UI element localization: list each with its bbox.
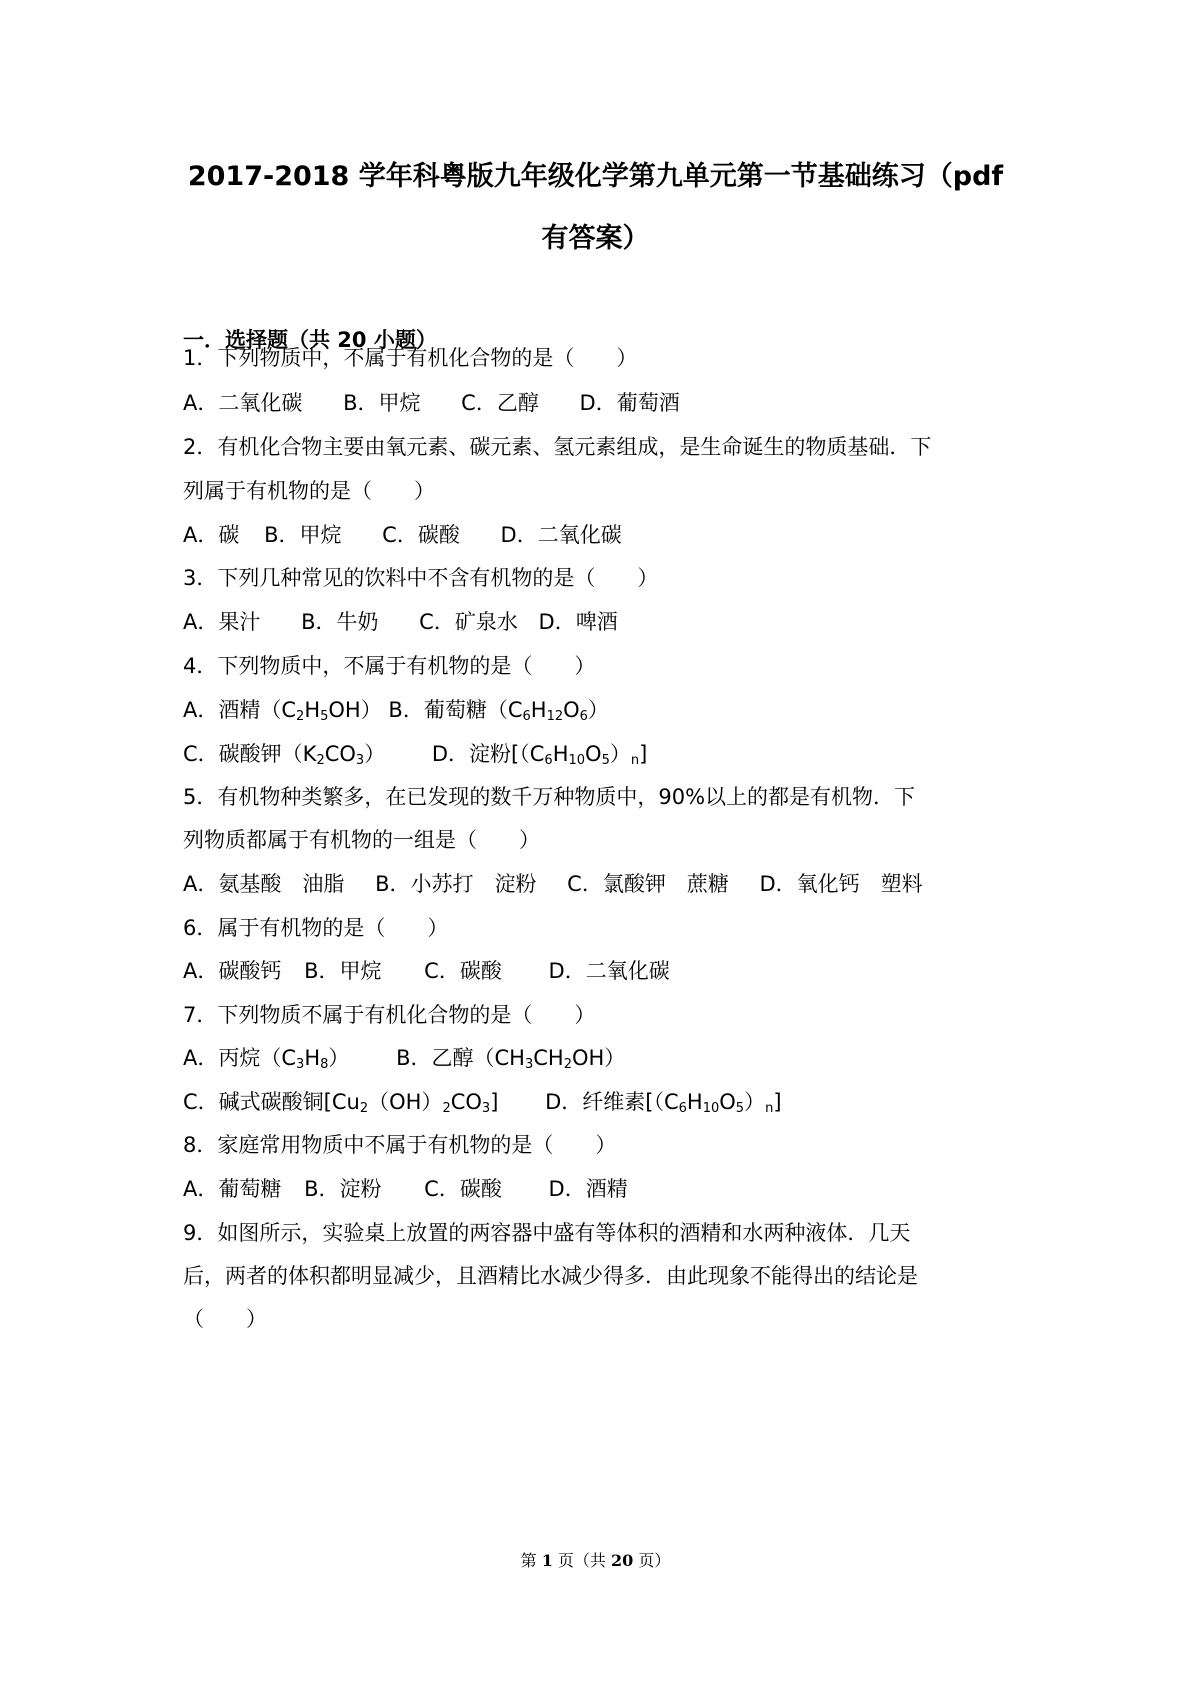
q8-option-b: B．淀粉	[304, 1177, 382, 1201]
section-heading: 一．选择题（共 20 小题）	[183, 328, 437, 352]
question-9-stem-line-3: （ ）	[183, 1307, 267, 1331]
question-8-stem: 8．家庭常用物质中不属于有机物的是（ ）	[183, 1133, 617, 1157]
question-4-options-ab	[183, 696, 609, 731]
q5-option-b: B．小苏打 淀粉	[375, 872, 537, 896]
q7-option-a: A．丙烷$(C_3H_8)$	[183, 1046, 350, 1072]
question-2-stem-line-2: 列属于有机物的是（ ）	[183, 479, 435, 503]
q4-option-a: A．酒精$(C_2H_5OH)$	[183, 698, 382, 724]
title-line-1: 2017-2018 学年科粤版九年级化学第九单元第一节基础练习（pdf	[187, 161, 1004, 192]
q3-option-d: D．啤酒	[538, 610, 618, 634]
question-3-stem: 3．下列几种常见的饮料中不含有机物的是（ ）	[183, 566, 659, 590]
question-4-options-cd	[183, 740, 647, 775]
q6-option-c: C．碳酸	[424, 959, 502, 983]
question-8-options	[183, 1175, 628, 1203]
title-line-2: 有答案）	[541, 223, 650, 254]
q3-option-c: C．矿泉水	[419, 610, 518, 634]
q8-option-a: A．葡萄糖	[183, 1177, 282, 1201]
q4-option-c: C．碳酸钾$(K_2CO_3)$	[183, 742, 386, 768]
question-4-stem: 4．下列物质中，不属于有机物的是（ ）	[183, 654, 596, 678]
q7-option-d: D．纤维素$[(C_6H_{10}O_5)_n]$	[545, 1090, 782, 1116]
question-7-stem: 7．下列物质不属于有机化合物的是（ ）	[183, 1003, 596, 1027]
question-7-options-cd	[183, 1088, 782, 1123]
q5-option-d: D．氧化钙 塑料	[759, 872, 923, 896]
footer-prefix: 第	[520, 1551, 542, 1570]
question-3-options	[183, 608, 618, 636]
document-title	[150, 146, 1041, 270]
question-6-options	[183, 957, 670, 985]
question-1-stem: 1．下列物质中，不属于有机化合物的是（ ）	[183, 346, 638, 370]
q2-option-a: A．碳	[183, 523, 240, 547]
q6-option-a: A．碳酸钙	[183, 959, 282, 983]
q1-option-d: D．葡萄酒	[579, 391, 680, 415]
q2-option-b: B．甲烷	[264, 523, 342, 547]
question-2-stem-line-1: 2．有机化合物主要由氧元素、碳元素、氢元素组成，是生命诞生的物质基础．下	[183, 435, 932, 459]
q8-option-c: C．碳酸	[424, 1177, 502, 1201]
q3-option-b: B．牛奶	[301, 610, 379, 634]
q1-option-c: C．乙醇	[461, 391, 539, 415]
footer-suffix: 页）	[633, 1551, 671, 1570]
q5-option-c: C．氯酸钾 蔗糖	[567, 872, 729, 896]
q5-option-a: A．氨基酸 油脂	[183, 872, 345, 896]
q1-option-a: A．二氧化碳	[183, 391, 303, 415]
q7-option-b: B．乙醇$(CH_3CH_2OH)$	[396, 1046, 626, 1072]
q4-option-b: B．葡萄糖$(C_6H_{12}O_6)$	[388, 698, 609, 724]
question-5-stem-line-1: 5．有机物种类繁多，在已发现的数千万种物质中，90%以上的都是有机物．下	[183, 785, 916, 809]
footer-total-pages: 20	[611, 1551, 634, 1570]
page-footer	[0, 1548, 1191, 1571]
q6-option-d: D．二氧化碳	[548, 959, 670, 983]
question-7-options-ab	[183, 1044, 625, 1079]
question-6-stem: 6．属于有机物的是（ ）	[183, 916, 449, 940]
q2-option-c: C．碳酸	[382, 523, 460, 547]
footer-middle: 页（共	[552, 1551, 612, 1570]
q3-option-a: A．果汁	[183, 610, 261, 634]
q1-option-b: B．甲烷	[343, 391, 421, 415]
question-1-options	[183, 389, 680, 417]
question-9-stem-line-2: 后，两者的体积都明显减少，且酒精比水减少得多．由此现象不能得出的结论是	[183, 1264, 918, 1288]
q2-option-d: D．二氧化碳	[500, 523, 622, 547]
question-9-stem-line-1: 9．如图所示，实验桌上放置的两容器中盛有等体积的酒精和水两种液体．几天	[183, 1221, 911, 1245]
question-5-stem-line-2: 列物质都属于有机物的一组是（ ）	[183, 828, 540, 852]
q6-option-b: B．甲烷	[304, 959, 382, 983]
q8-option-d: D．酒精	[548, 1177, 628, 1201]
footer-page-number: 1	[541, 1551, 553, 1570]
question-2-options	[183, 521, 622, 549]
q7-option-c: C．碱式碳酸铜$[Cu_2(OH)_2CO_3]$	[183, 1090, 499, 1116]
q4-option-d: D．淀粉$[(C_6H_{10}O_5)_n]$	[431, 742, 648, 768]
question-5-options	[183, 870, 923, 898]
